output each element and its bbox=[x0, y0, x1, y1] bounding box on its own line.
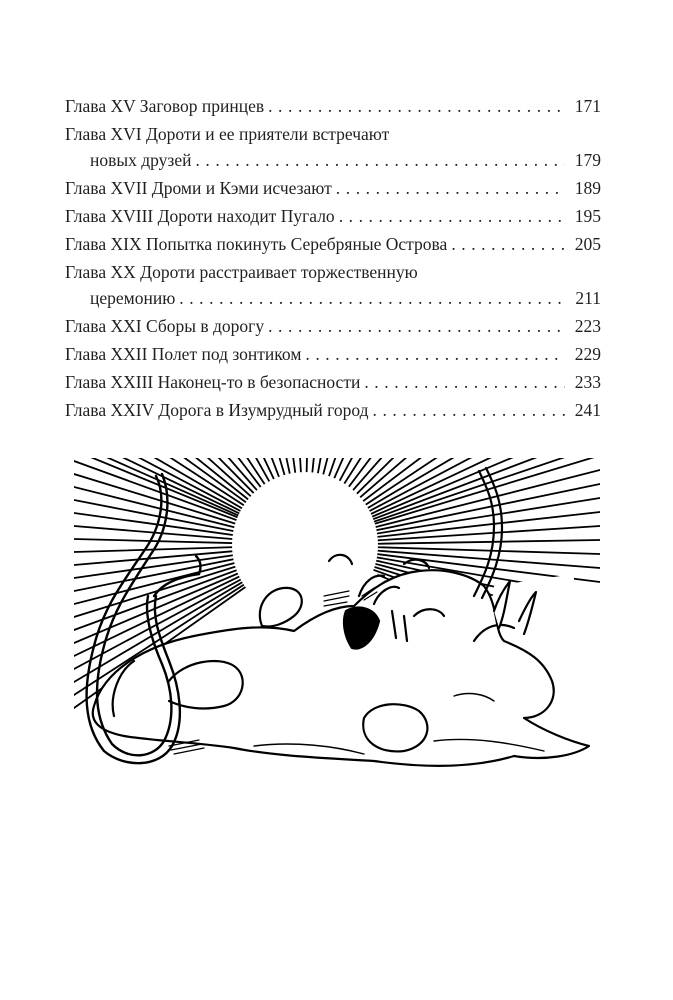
toc-entry-title: Глава XXII Полет под зонтиком bbox=[65, 344, 302, 364]
table-of-contents bbox=[65, 93, 601, 425]
toc-entry-16[interactable] bbox=[65, 121, 601, 173]
toc-entry-title: Глава XVII Дроми и Кэми исчезают bbox=[65, 178, 332, 198]
toc-entry-title: Глава XXIII Наконец-то в безопасности bbox=[65, 372, 361, 392]
toc-entry-title-continuation: новых друзей bbox=[90, 150, 192, 170]
toc-entry-22[interactable] bbox=[65, 341, 601, 367]
toc-entry-title: Глава XVIII Дороти находит Пугало bbox=[65, 206, 335, 226]
lion-sun-engraving bbox=[74, 456, 600, 768]
toc-entry-title-continuation: церемонию bbox=[90, 288, 176, 308]
toc-entry-20[interactable] bbox=[65, 259, 601, 311]
toc-entry-23[interactable] bbox=[65, 369, 601, 395]
toc-entry-18[interactable] bbox=[65, 203, 601, 229]
toc-entry-15[interactable] bbox=[65, 93, 601, 119]
toc-entry-title: Глава XIX Попытка покинуть Серебряные Острова bbox=[65, 234, 448, 254]
toc-page-number: 233 bbox=[574, 372, 601, 392]
dot-leader bbox=[264, 93, 565, 119]
toc-entry-17[interactable] bbox=[65, 175, 601, 201]
dot-leader bbox=[175, 285, 565, 311]
toc-page-number: 189 bbox=[574, 178, 601, 198]
sun-disc bbox=[232, 472, 378, 618]
toc-entry-19[interactable] bbox=[65, 231, 601, 257]
toc-entry-24[interactable] bbox=[65, 397, 601, 423]
dot-leader bbox=[447, 231, 565, 257]
dot-leader bbox=[301, 341, 565, 367]
toc-page-number: 171 bbox=[574, 96, 601, 116]
toc-entry-title: Глава XXI Сборы в дорогу bbox=[65, 316, 265, 336]
dot-leader bbox=[332, 175, 565, 201]
dot-leader bbox=[335, 203, 565, 229]
toc-entry-title: Глава XV Заговор принцев bbox=[65, 96, 265, 116]
toc-page-number: 179 bbox=[574, 150, 601, 170]
toc-page-number: 205 bbox=[574, 234, 601, 254]
toc-entry-21[interactable] bbox=[65, 313, 601, 339]
toc-entry-title: Глава XXIV Дорога в Изумрудный город bbox=[65, 400, 369, 420]
toc-page-number: 211 bbox=[575, 288, 601, 308]
toc-page-number: 241 bbox=[574, 400, 601, 420]
dot-leader bbox=[191, 147, 565, 173]
dot-leader bbox=[360, 369, 565, 395]
toc-page-number: 195 bbox=[574, 206, 601, 226]
toc-page-number: 229 bbox=[574, 344, 601, 364]
dot-leader bbox=[264, 313, 565, 339]
toc-page-number: 223 bbox=[574, 316, 601, 336]
lion-and-sun-illustration bbox=[74, 456, 600, 768]
dot-leader bbox=[369, 397, 565, 423]
toc-entry-title: Глава XVI Дороти и ее приятели встречают bbox=[65, 124, 390, 144]
toc-entry-title: Глава XX Дороти расстраивает торжественную bbox=[65, 262, 418, 282]
